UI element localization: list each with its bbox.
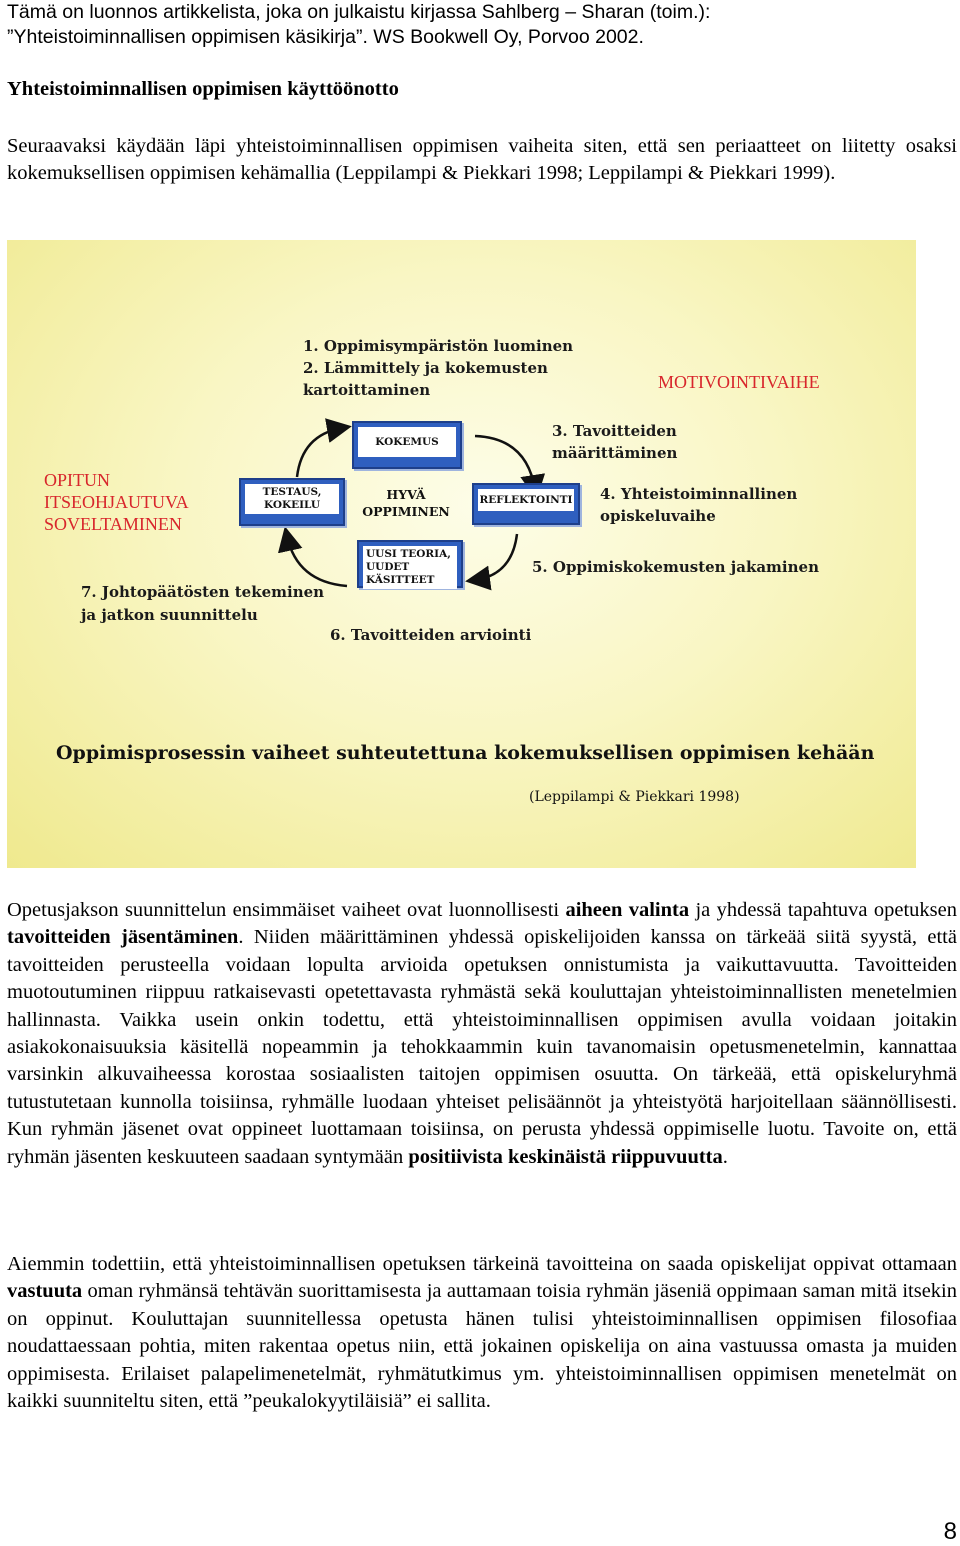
step-3-line2: määrittäminen — [552, 444, 678, 462]
good-learning-label — [356, 486, 456, 520]
step-1: 1. Oppimisympäristön luominen — [303, 337, 574, 355]
intro-paragraph: Seuraavaksi käydään läpi yhteistoiminnallisen oppimisen vaiheita siten, että sen periaatteet on liitetty osaksi kokemuksellisen oppimisen kehämallia (Leppilampi & Piekkari 1998; Leppilampi & Piekkari 1999). — [7, 135, 957, 185]
page-number: 8 — [943, 1518, 957, 1545]
responsibility-term: vastuuta — [7, 1280, 83, 1303]
step-4-line2: opiskeluvaihe — [600, 507, 716, 525]
step-2-line1: 2. Lämmittely ja kokemusten — [303, 359, 548, 377]
good-learning-line2: OPPIMINEN — [362, 504, 450, 519]
step-4-line1: 4. Yhteistoiminnallinen — [600, 485, 798, 503]
applied-learning-line3: SOVELTAMINEN — [44, 514, 182, 534]
topic-selection-term: aiheen valinta — [565, 899, 690, 921]
testing-label: TESTAUS, KOKEILU — [245, 484, 339, 514]
goal-structuring-term: tavoitteiden jäsentäminen — [7, 926, 239, 949]
paragraph-planning-text-2: ja yhdessä tapahtuva opetuksen — [689, 899, 957, 921]
step-6: 6. Tavoitteiden arviointi — [330, 626, 532, 644]
new-theory-label: UUSI TEORIA, UUDET KÄSITTEET — [363, 546, 457, 589]
paragraph-planning-text-1: Opetusjakson suunnittelun ensimmäiset vaiheet ovat luonnollisesti — [7, 899, 566, 921]
good-learning-line1: HYVÄ — [386, 487, 426, 502]
positive-interdependence-term: positiivista keskinäistä riippuvuutta — [408, 1145, 723, 1168]
figure-source: (Leppilampi & Piekkari 1998) — [529, 789, 740, 805]
arrow-top-right — [475, 436, 535, 490]
testing-box — [239, 478, 345, 526]
step-7-line1: 7. Johtopäätösten tekeminen — [81, 583, 325, 601]
step-3-line1: 3. Tavoitteiden — [552, 422, 677, 440]
applied-learning-line2: ITSEOHJAUTUVA — [44, 492, 189, 512]
step-7-line2: ja jatkon suunnittelu — [81, 606, 258, 624]
publication-note-line1: Tämä on luonnos artikkelista, joka on julkaistu kirjassa Sahlberg – Sharan (toim.): — [7, 1, 711, 23]
step-2-line2: kartoittaminen — [303, 381, 431, 399]
applied-learning-line1: OPITUN — [44, 470, 110, 490]
motivation-phase-label: MOTIVOINTIVAIHE — [658, 372, 820, 392]
reflection-box — [472, 483, 580, 525]
new-theory-box — [357, 540, 463, 588]
arrow-bottom-left — [287, 536, 347, 586]
step-5: 5. Oppimiskokemusten jakaminen — [532, 558, 819, 576]
experience-label: KOKEMUS — [358, 427, 456, 457]
paragraph-responsibility-text-2: oman ryhmänsä tehtävän suorittamisesta ja auttamaan toisia ryhmän jäseniä oppimaan saman mitä itsekin on oppinut. Kouluttajan suunnitellessa opetusta hänen tulisi yhteistoiminnallisen oppimisen filosofiaa noudattaessaan pohtia, miten rakentaa opetus niin, että jokainen opiskelija on aina vastuussa omasta ja muiden oppimisesta. Erilaiset palapelimenetelmät, ryhmätutkimus ym. yhteistoiminnallisen oppimisen menetelmät on kaikki suunniteltu siten, että ”peukalokyytiläisiä” ei sallita. — [7, 1280, 957, 1413]
paragraph-responsibility — [7, 1251, 957, 1415]
figure-caption: Oppimisprosessin vaiheet suhteutettuna kokemuksellisen oppimisen kehään — [56, 742, 875, 764]
paragraph-planning-text-4: . — [722, 1145, 728, 1168]
reflection-label: REFLEKTOINTI — [478, 489, 574, 511]
paragraph-responsibility-text-1: Aiemmin todettiin, että yhteistoiminnallisen opetuksen tärkeinä tavoitteina on saada opiskelijat oppivat ottamaan — [7, 1253, 957, 1275]
section-heading: Yhteistoiminnallisen oppimisen käyttöönotto — [7, 78, 399, 100]
experience-box — [352, 421, 462, 469]
publication-note-line2: ”Yhteistoiminnallisen oppimisen käsikirja”. WS Bookwell Oy, Porvoo 2002. — [7, 26, 644, 48]
learning-cycle-figure — [7, 240, 916, 868]
paragraph-planning — [7, 897, 957, 1171]
arrow-bottom-right — [475, 534, 517, 580]
arrow-top-left — [297, 428, 342, 477]
publication-note — [7, 0, 947, 50]
paragraph-planning-text-3: . Niiden määrittäminen yhdessä opiskelijoiden kanssa on tärkeää siitä syystä, että tavoitteiden perusteella voidaan lopulta arvioida opetuksen onnistumista ja vaikuttavuutta. Tavoitteiden muotoutuminen riippuu ratkaisevasti opetettavasta ryhmästä sekä kouluttajan yhteistoiminnallisten menetelmien hallinnasta. Vaikka usein onkin todettu, että yhteistoiminnallisen oppimisen avulla voidaan joitakin asiakokonaisuuksia käsitellä nopeammin ja tehokkaammin kuin tavanomaisin opetusmenetelmin, kannattaa varsinkin alkuvaiheessa korostaa sosiaalisten taitojen oppimisen osuutta. On tärkeää, että opiskeluryhmä tutustutetaan kunnolla toisiinsa, ryhmälle luodaan yhteiset pelisäännöt ja yhteistyötä harjoitellaan säännöllisesti. Kun ryhmän jäsenet ovat oppineet luottamaan toisiinsa, on perusta yhdessä oppimiselle luotu. Tavoite on, että ryhmän jäsenten keskuuteen saadaan syntymään — [7, 926, 957, 1168]
